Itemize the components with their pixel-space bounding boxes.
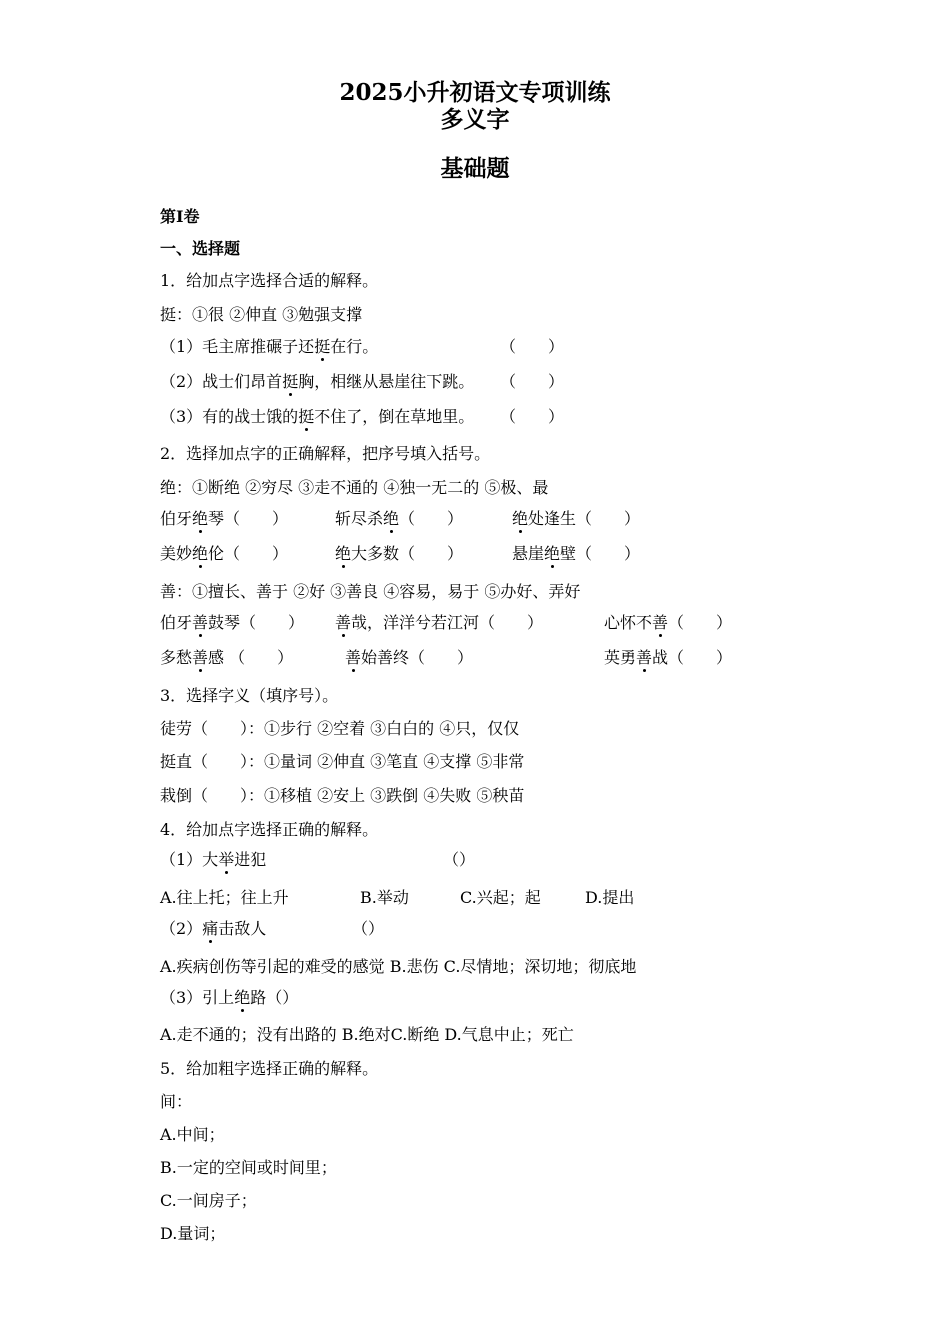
q4-s2-blank[interactable]: （） [352, 919, 385, 938]
q4-s1: （1）大举进犯 [160, 850, 267, 869]
q4-s1-opt-d: D.提出 [585, 888, 635, 907]
q2-shan-2-2[interactable]: 善始善终（ ） [345, 648, 474, 667]
q1-item-1: （1）毛主席推碾子还挺在行。 [160, 337, 379, 356]
q1-options: 挺：①很 ②伸直 ③勉强支撑 [160, 305, 363, 324]
q2-shan-1-3[interactable]: 心怀不善（ ） [604, 613, 733, 632]
q3-prompt: 3．选择字义（填序号）。 [160, 686, 339, 705]
q4-s1-opt-c: C.兴起；起 [460, 888, 541, 907]
q4-s1-opt-b: B.举动 [360, 888, 409, 907]
q5-opt-d: D.量词； [160, 1224, 226, 1243]
q2-prompt: 2．选择加点字的正确解释，把序号填入括号。 [160, 444, 491, 463]
q3-line-1[interactable]: 徒劳（ ）：①步行 ②空着 ③白白的 ④只，仅仅 [160, 719, 520, 738]
volume-label: 第I卷 [160, 207, 200, 226]
q2-jue-1-2[interactable]: 斩尽杀绝（ ） [335, 509, 464, 528]
q1-item-2: （2）战士们昂首挺胸，相继从悬崖往下跳。 [160, 372, 475, 391]
q4-s1-blank[interactable]: （） [443, 850, 476, 869]
q4-s2-opts: A.疾病创伤等引起的难受的感觉 B.悲伤 C.尽情地；深切地；彻底地 [160, 957, 637, 976]
q5-prompt: 5．给加粗字选择正确的解释。 [160, 1059, 379, 1078]
q1-blank-2[interactable]: （ ） [500, 372, 565, 391]
q2-jue-1-3[interactable]: 绝处逢生（ ） [512, 509, 641, 528]
q2-shan-2-1[interactable]: 多愁善感 （ ） [160, 648, 294, 667]
q2-shan-2-3[interactable]: 英勇善战（ ） [604, 648, 733, 667]
q1-blank-3[interactable]: （ ） [500, 407, 565, 426]
part-heading: 一、选择题 [160, 239, 241, 258]
q3-line-3[interactable]: 栽倒（ ）：①移植 ②安上 ③跌倒 ④失败 ⑤秧苗 [160, 786, 525, 805]
dotted-char: 挺 [282, 372, 299, 391]
q4-s1-opt-a: A.往上托；往上升 [160, 888, 289, 907]
q4-prompt: 4．给加点字选择正确的解释。 [160, 820, 379, 839]
q2-jue-2-2[interactable]: 绝大多数（ ） [335, 544, 464, 563]
q2-jue-options: 绝：①断绝 ②穷尽 ③走不通的 ④独一无二的 ⑤极、最 [160, 478, 549, 497]
doc-subtitle: 多义字 [440, 106, 510, 133]
q2-shan-1-1[interactable]: 伯牙善鼓琴（ ） [160, 613, 305, 632]
doc-title: 2025小升初语文专项训练 [339, 79, 611, 106]
q2-shan-1-2[interactable]: 善哉，洋洋兮若江河（ ） [335, 613, 544, 632]
q1-item-3: （3）有的战士饿的挺不住了，倒在草地里。 [160, 407, 475, 426]
q5-opt-c: C.一间房子； [160, 1191, 257, 1210]
q5-opt-a: A.中间； [160, 1125, 225, 1144]
q2-jue-1-1[interactable]: 伯牙绝琴（ ） [160, 509, 289, 528]
q3-line-2[interactable]: 挺直（ ）：①量词 ②伸直 ③笔直 ④支撑 ⑤非常 [160, 752, 525, 771]
dotted-char: 挺 [298, 407, 315, 426]
q1-blank-1[interactable]: （ ） [500, 337, 565, 356]
section-title: 基础题 [440, 155, 510, 182]
q5-word: 间： [160, 1092, 193, 1111]
q5-opt-b: B.一定的空间或时间里； [160, 1158, 337, 1177]
q4-s2: （2）痛击敌人 [160, 919, 267, 938]
q2-shan-options: 善：①擅长、善于 ②好 ③善良 ④容易，易于 ⑤办好、弄好 [160, 582, 581, 601]
dotted-char: 挺 [314, 337, 331, 356]
q1-prompt: 1．给加点字选择合适的解释。 [160, 271, 379, 290]
q4-s3: （3）引上绝路（） [160, 988, 299, 1007]
q2-jue-2-3[interactable]: 悬崖绝壁（ ） [512, 544, 641, 563]
q2-jue-2-1[interactable]: 美妙绝伦（ ） [160, 544, 289, 563]
q4-s3-opts: A.走不通的；没有出路的 B.绝对C.断绝 D.气息中止；死亡 [160, 1025, 574, 1044]
